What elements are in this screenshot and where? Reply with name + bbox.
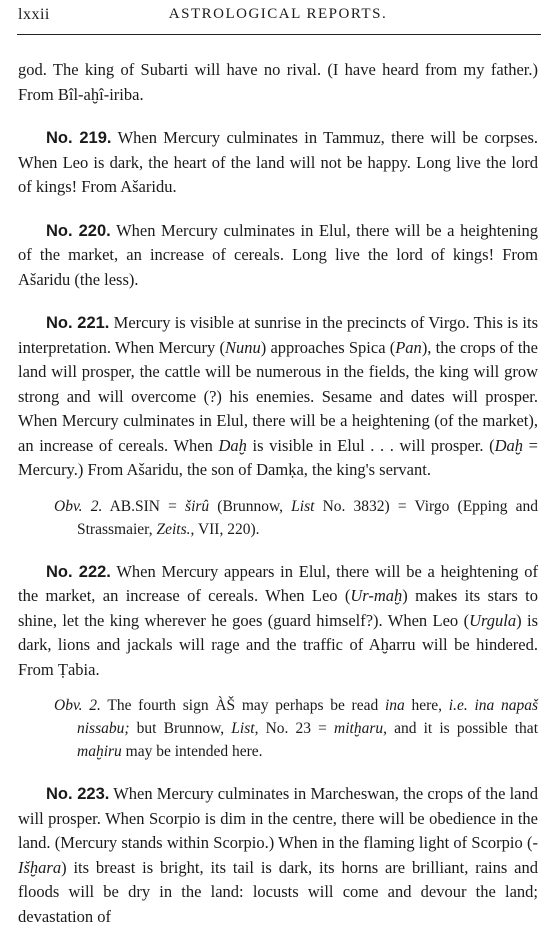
italic-term: Urgula	[469, 610, 517, 630]
note-text-part: may be intended here.	[121, 743, 263, 760]
entry-222	[18, 560, 538, 683]
entry-number: No. 219.	[46, 129, 112, 147]
entry-text-part: When Mercury culminates in Marcheswan, the crops of the land will prosper. When Scorpio is dim in the centre, there will be obedience in the land. (Mercury stands within Scorpio.) When in the flaming light of Scorpio (	[18, 784, 539, 852]
entry-223	[18, 782, 538, 929]
italic-term: List	[231, 720, 255, 737]
note-text-part: , No. 23 =	[254, 720, 335, 737]
entry-text-part: = Mercury.) From Ašaridu, the son of Damḳa, the king's servant.	[18, 435, 538, 479]
entry-221	[18, 311, 538, 483]
page-number: lxxii	[18, 6, 50, 23]
entry-text-part: ) makes its stars to shine, let the king wherever he goes (guard himself?). When Leo (	[18, 586, 538, 630]
note-text-part: No. 3832) = Virgo (Epping and Strassmaier,	[77, 497, 538, 538]
italic-term: Pan	[395, 337, 422, 357]
running-header	[18, 0, 538, 40]
entry-219	[18, 126, 538, 200]
note-text-part: AB.SIN =	[102, 497, 186, 515]
italic-term: Nunu	[225, 337, 261, 357]
entry-text-part: is visible in Elul . . . will prosper. (	[246, 435, 495, 455]
note-text-part: The fourth sign ÀŠ may perhaps be read	[100, 697, 385, 714]
entry-text-part: ), the crops of the land will prosper, the cattle will be numerous in the fields, the king will grow strong and will overcome (?) his enemies. Sesame and dates will prosper. When Mercury culminates in Elul, there will be a heightening (of the market), an increase of cereals. When	[18, 337, 539, 455]
entry-text-part: ) approaches Spica (	[260, 337, 396, 357]
book-page	[18, 0, 538, 929]
entry-text-part: ) its breast is bright, its tail is dark, its horns are brilliant, rains and floods will be dry in the land: locusts will come and devour the land; devastation of	[18, 857, 538, 926]
entry-text-part: ) is dark, lions and jackals will rage and the traffic of Aḫarru will be hindered. From Ṭabia.	[18, 610, 539, 679]
italic-term: Ur-maḫ	[350, 586, 403, 605]
note-ref: Obv. 2.	[54, 697, 101, 714]
entry-text: When Mercury culminates in Elul, there will be a heightening of the market, an increase of cereals. Long live the lord of kings! From Ašaridu (the less).	[18, 220, 538, 289]
entry-number: No. 222.	[46, 562, 111, 581]
entry-text: When Mercury culminates in Tammuz, there will be corpses. When Leo is dark, the heart of the land will not be happy. Long live the lord of kings! From Ašaridu.	[18, 128, 539, 196]
continued-paragraph: god. The king of Subarti will have no rival. (I have heard from my father.) From Bîl-aḫî-iriba.	[18, 60, 538, 104]
italic-term: Daḫ	[218, 435, 247, 455]
italic-term: -Išḫara	[18, 833, 538, 877]
italic-term: i.e. ina napaš nissabu;	[77, 697, 539, 737]
note-text-part: here,	[404, 697, 449, 714]
running-title: ASTROLOGICAL REPORTS.	[168, 6, 388, 22]
entry-text-part: When Mercury appears in Elul, there will be a heightening of the market, an increase of cereals. When Leo (	[18, 561, 539, 605]
italic-term: List	[291, 497, 315, 515]
note-text-part: but Brunnow,	[129, 720, 232, 737]
footnote-222	[18, 694, 538, 763]
entry-number: No. 221.	[46, 314, 110, 332]
note-ref: Obv. 2.	[54, 497, 103, 515]
italic-term: maḫiru	[77, 743, 122, 760]
header-rule	[17, 34, 541, 35]
footnote-221	[18, 495, 538, 541]
italic-term: Daḫ	[494, 435, 524, 455]
entry-text-part: Mercury is visible at sunrise in the precincts of Virgo. This is its interpretation. When Mercury (	[18, 313, 539, 357]
entry-number: No. 223.	[46, 785, 110, 803]
italic-term: ina	[384, 697, 405, 714]
italic-term: mitḫaru	[334, 720, 384, 737]
note-text-part: (Brunnow,	[209, 497, 292, 515]
note-text-part: , and it is possible that	[383, 720, 538, 737]
note-text-part: , VII, 220).	[190, 520, 260, 538]
italic-term: širû	[185, 497, 210, 515]
entry-number: No. 220.	[46, 221, 111, 240]
entry-220	[18, 219, 538, 293]
italic-term: Zeits.	[156, 520, 191, 538]
